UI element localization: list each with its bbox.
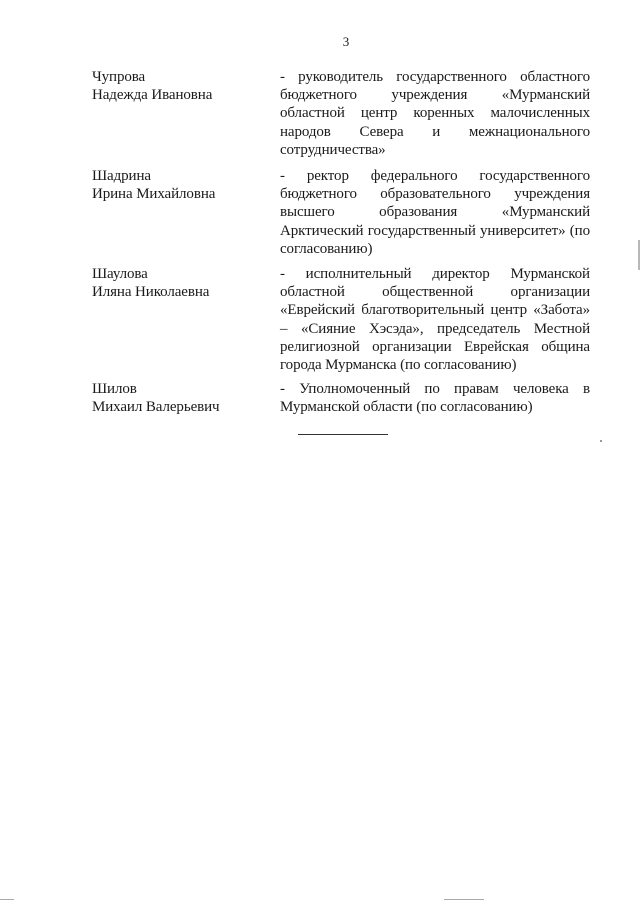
member-surname: Шилов: [92, 381, 137, 397]
member-surname: Шаулова: [92, 266, 148, 282]
member-name: [92, 380, 272, 416]
scan-footer-mark: [444, 899, 484, 900]
member-given-names: Ирина Михайловна: [92, 186, 216, 202]
member-role: - Уполномоченный по правам человека в Мурманской области (по согласованию): [280, 381, 590, 416]
member-surname: Шадрина: [92, 168, 151, 184]
member-role: - ректор федерального государственного бюджетного образовательного учреждения высшего образования «Мурманский Арктический государственный университет» (по согласованию): [280, 168, 590, 257]
member-role: - исполнительный директор Мурманской областной общественной организации «Еврейский благотворительный центр «Забота» – «Сияние Хэсэда», председатель Местной религиозной организации Еврейская община города Мурманска (по согласованию): [280, 266, 590, 374]
closing-rule: [298, 434, 388, 435]
member-given-names: Михаил Валерьевич: [92, 399, 220, 415]
member-name: [92, 265, 272, 301]
scan-speck: [600, 440, 602, 442]
member-name: [92, 167, 272, 203]
page-number: 3: [342, 34, 350, 49]
scan-footer-mark: [0, 899, 14, 900]
member-name: [92, 68, 272, 104]
member-role: - руководитель государственного областного бюджетного учреждения «Мурманский областной центр коренных малочисленных народов Севера и межнационального сотрудничества»: [280, 69, 590, 158]
member-surname: Чупрова: [92, 69, 146, 85]
member-given-names: Надежда Ивановна: [92, 87, 213, 103]
member-given-names: Иляна Николаевна: [92, 284, 210, 300]
